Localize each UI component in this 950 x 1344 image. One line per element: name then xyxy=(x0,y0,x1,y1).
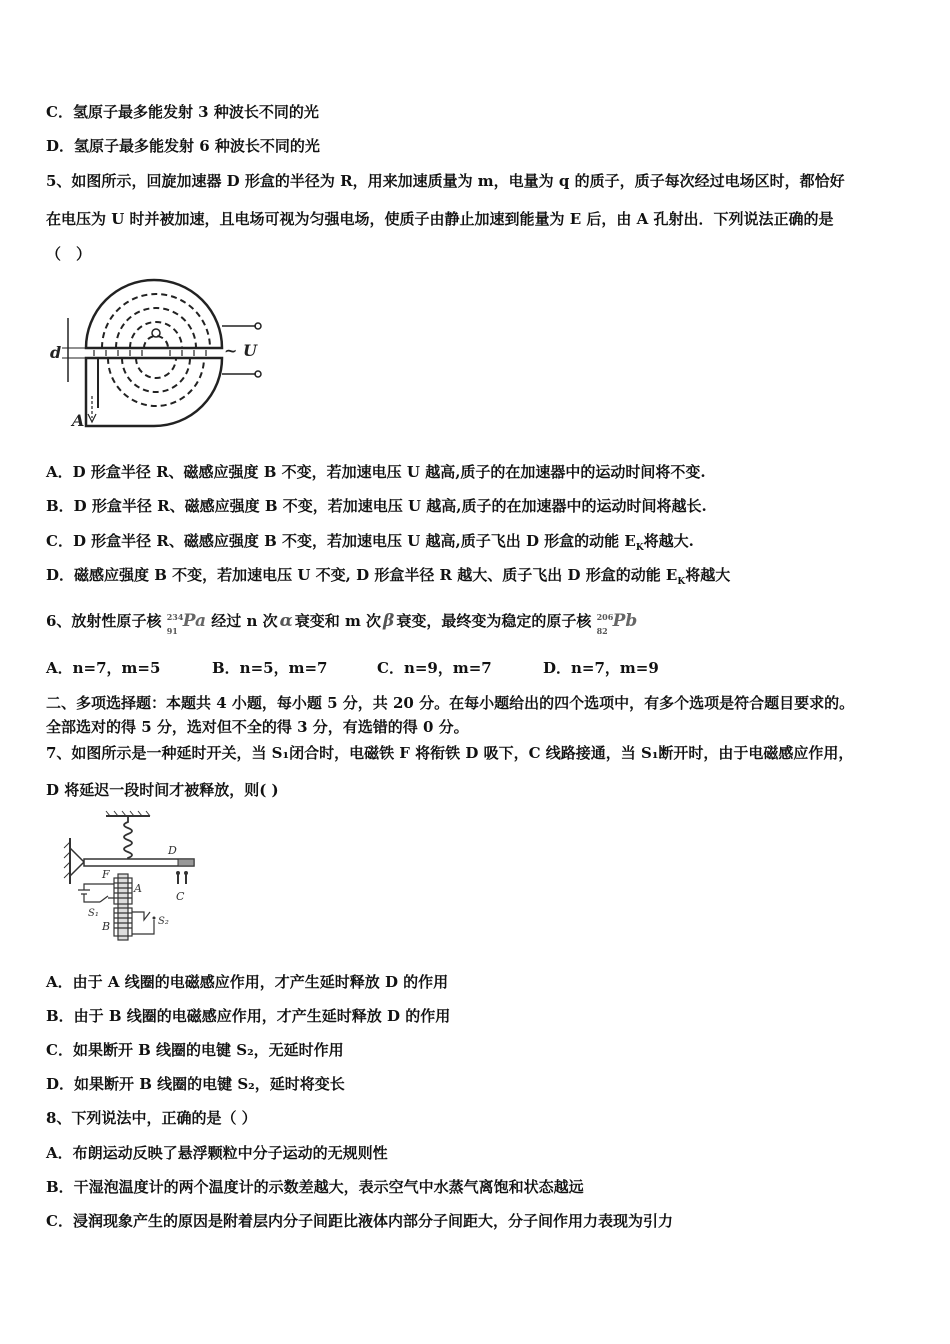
q5-stem-line1: 5、如图所示，回旋加速器 D 形盒的半径为 R，用来加速质量为 m，电量为 q 的质子，质子每次经过电场区时，都恰好 xyxy=(46,172,845,190)
q5-option-c xyxy=(46,531,694,558)
cyclotron-label-a: A xyxy=(72,411,85,430)
pa-atomic-number: 91 xyxy=(166,626,178,636)
q6-option-c: C．n=9，m=7 xyxy=(377,659,492,677)
q5-option-a: A．D 形盒半径 R、磁感应强度 B 不变，若加速电压 U 越高,质子的在加速器中的运动时间将不变. xyxy=(46,463,706,481)
q6-option-b: B．n=5，m=7 xyxy=(212,659,328,677)
q6-stem-part1: 6、放射性原子核 xyxy=(46,612,162,630)
cyclotron-label-u: ~ U xyxy=(224,341,257,360)
q5-option-d-text: D．磁感应强度 B 不变，若加速电压 U 不变, D 形盒半径 R 越大、质子飞出 D 形盒的动能 E xyxy=(46,566,678,584)
cyclotron-label-d: d xyxy=(50,343,62,362)
q8-stem: 8、下列说法中，正确的是（ ） xyxy=(46,1109,257,1127)
section2-heading-line2: 全部选对的得 5 分，选对但不全的得 3 分，有选错的得 0 分。 xyxy=(46,718,469,736)
alpha-symbol: α xyxy=(279,611,293,631)
switch-label-s1: S₁ xyxy=(88,908,99,919)
q4-option-d: D．氢原子最多能发射 6 种波长不同的光 xyxy=(46,137,320,155)
q7-stem-line2: D 将延迟一段时间才被释放，则( ) xyxy=(46,781,279,799)
section2-heading-line1: 二、多项选择题：本题共 4 小题，每小题 5 分，共 20 分。在每小题给出的四个选项中，有多个选项是符合题目要求的。 xyxy=(46,694,855,712)
switch-label-s2: S₂ xyxy=(158,916,169,927)
switch-label-f: F xyxy=(102,868,110,881)
pb-mass-number: 206 xyxy=(596,612,614,622)
q7-stem-line1: 7、如图所示是一种延时开关，当 S₁闭合时，电磁铁 F 将衔铁 D 吸下，C 线路接通，当 S₁断开时，由于电磁感应作用， xyxy=(46,744,854,762)
pb-atomic-number: 82 xyxy=(596,626,608,636)
q6-option-a: A．n=7，m=5 xyxy=(46,659,161,677)
q7-option-a: A．由于 A 线圈的电磁感应作用，才产生延时释放 D 的作用 xyxy=(46,973,449,991)
q5-option-d xyxy=(46,565,730,592)
q5-option-d-tail: 将越大 xyxy=(685,566,731,584)
q5-option-c-tail: 将越大. xyxy=(643,532,694,550)
delay-switch-diagram xyxy=(60,808,210,948)
q6-option-d: D．n=7，m=9 xyxy=(543,659,659,677)
q6-stem-part4: 衰变，最终变为稳定的原子核 xyxy=(396,612,592,630)
pb-symbol: Pb xyxy=(612,611,638,631)
pa-mass-number: 234 xyxy=(166,612,184,622)
q4-option-c: C．氢原子最多能发射 3 种波长不同的光 xyxy=(46,103,319,121)
q6-stem-part3: 衰变和 m 次 xyxy=(294,612,382,630)
cyclotron-diagram xyxy=(46,278,276,430)
pa-nuclide xyxy=(166,611,207,636)
beta-symbol: β xyxy=(383,611,395,631)
q6-stem xyxy=(46,611,638,636)
q8-option-c: C．浸润现象产生的原因是附着层内分子间距比液体内部分子间距大，分子间作用力表现为引力 xyxy=(46,1212,673,1230)
q5-stem-line3: （ ） xyxy=(46,245,92,263)
switch-label-b: B xyxy=(102,920,111,933)
q7-option-b: B．由于 B 线圈的电磁感应作用，才产生延时释放 D 的作用 xyxy=(46,1007,451,1025)
switch-label-a: A xyxy=(134,882,142,895)
q8-option-a: A．布朗运动反映了悬浮颗粒中分子运动的无规则性 xyxy=(46,1144,388,1162)
pa-symbol: Pa xyxy=(182,611,207,631)
pb-nuclide xyxy=(596,611,638,636)
q5-stem-line2: 在电压为 U 时并被加速，且电场可视为匀强电场，使质子由静止加速到能量为 E 后，由 A 孔射出．下列说法正确的是 xyxy=(46,210,834,228)
switch-label-c: C xyxy=(176,890,185,903)
q5-option-c-sub: K xyxy=(635,543,644,553)
switch-label-d: D xyxy=(168,844,177,857)
q7-option-d: D．如果断开 B 线圈的电键 S₂，延时将变长 xyxy=(46,1075,345,1093)
q7-option-c: C．如果断开 B 线圈的电键 S₂，无延时作用 xyxy=(46,1041,344,1059)
q5-option-c-text: C．D 形盒半径 R、磁感应强度 B 不变，若加速电压 U 越高,质子飞出 D 形盒的动能 E xyxy=(46,532,636,550)
q5-option-d-sub: K xyxy=(677,577,686,587)
q8-option-b: B．干湿泡温度计的两个温度计的示数差越大，表示空气中水蒸气离饱和状态越远 xyxy=(46,1178,584,1196)
q6-stem-part2: 经过 n 次 xyxy=(211,612,278,630)
q5-option-b: B．D 形盒半径 R、磁感应强度 B 不变，若加速电压 U 越高,质子的在加速器中的运动时间将越长. xyxy=(46,497,707,515)
